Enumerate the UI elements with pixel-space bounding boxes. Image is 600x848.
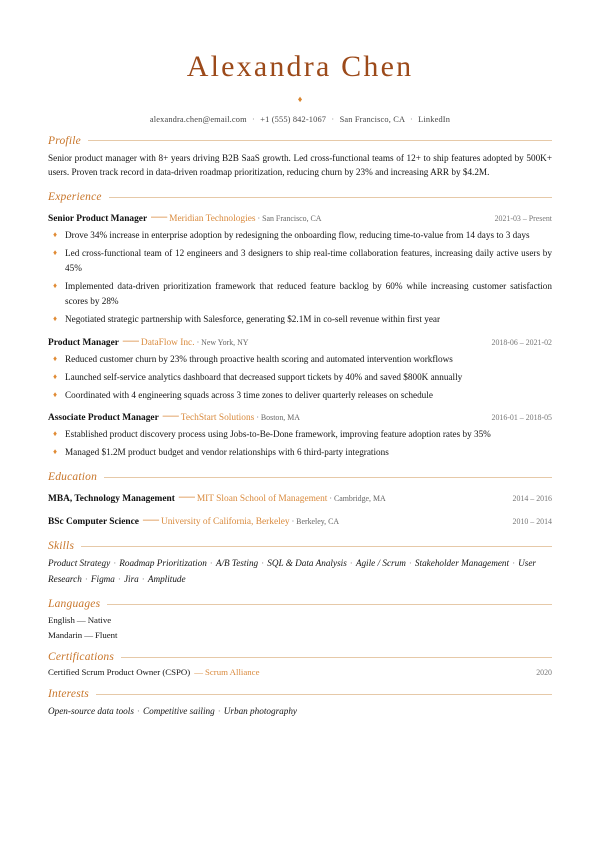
- diamond-ornament-icon: ♦: [297, 93, 303, 104]
- section-header-languages: [48, 598, 552, 610]
- certification-year: 2020: [536, 668, 552, 678]
- job-location: · Boston, MA: [256, 413, 300, 423]
- education-entry-header: [48, 488, 552, 506]
- interest-item: Urban photography: [223, 706, 298, 717]
- language-dash: —: [76, 615, 86, 626]
- school-location: · Berkeley, CA: [291, 517, 340, 527]
- section-rule: [104, 477, 552, 478]
- section-title-certifications: Certifications: [48, 651, 115, 664]
- skill-separator-icon: ·: [261, 558, 265, 569]
- contact-separator-icon: ·: [252, 114, 255, 124]
- certification-issuer: Scrum Alliance: [205, 667, 260, 678]
- bullet-text: Established product discovery process using Jobs-to-Be-Done framework, improving feature adoption rates by 35%: [65, 429, 491, 440]
- skill-separator-icon: ·: [209, 558, 213, 569]
- profile-summary-text: Senior product manager with 8+ years driving B2B SaaS growth. Led cross-functional teams of 12+ to ship features adopted by 500K+ users. Proven track record in data-driven roadmap prioritization, reducing churn by 23% and increasing ARR by $4.2M.: [48, 152, 552, 178]
- experience-entry: [48, 208, 552, 326]
- skills-list: [48, 556, 552, 587]
- section-certifications: [48, 651, 552, 677]
- section-rule: [109, 197, 552, 198]
- list-item: [48, 312, 552, 327]
- section-title-interests: Interests: [48, 688, 89, 701]
- list-item: [48, 246, 552, 276]
- section-title-profile: Profile: [48, 134, 81, 147]
- skill-separator-icon: ·: [349, 558, 353, 569]
- section-title-skills: Skills: [48, 540, 75, 553]
- experience-bullet-list: [48, 352, 552, 403]
- skill-item: SQL & Data Analysis: [267, 558, 347, 569]
- school-location: · Cambridge, MA: [329, 494, 386, 504]
- language-name: English: [48, 615, 75, 626]
- list-item: [48, 427, 552, 442]
- section-header-skills: [48, 540, 552, 552]
- list-item: [48, 228, 552, 243]
- education-entry-title-group: [48, 488, 501, 506]
- job-location: · San Francisco, CA: [257, 214, 322, 224]
- bullet-text: Reduced customer churn by 23% through proactive health scoring and automated intervention workflows: [65, 353, 453, 364]
- contact-linkedin-link[interactable]: LinkedIn: [418, 114, 451, 124]
- section-title-languages: Languages: [48, 598, 101, 611]
- section-header-interests: [48, 688, 552, 700]
- diamond-bullet-icon: ♦: [53, 429, 58, 439]
- education-dates: 2010 – 2014: [512, 517, 552, 527]
- interest-item: Open-source data tools: [48, 706, 134, 717]
- section-rule: [107, 604, 552, 605]
- contact-line: [48, 115, 552, 124]
- education-entry: [48, 511, 552, 529]
- language-name: Mandarin: [48, 630, 83, 641]
- section-rule: [96, 694, 552, 695]
- skill-separator-icon: ·: [113, 558, 117, 569]
- resume-header: [48, 50, 552, 124]
- education-entry: [48, 488, 552, 506]
- skill-separator-icon: ·: [84, 573, 88, 584]
- experience-entry-header: [48, 332, 552, 350]
- skill-item: Amplitude: [147, 573, 186, 584]
- skill-item: Product Strategy: [48, 558, 111, 569]
- experience-entry-title-group: [48, 407, 480, 425]
- bullet-text: Coordinated with 4 engineering squads across 3 time zones to deliver quarterly releases on schedule: [65, 389, 433, 400]
- language-level: Native: [87, 615, 112, 626]
- role-org-dash: —: [151, 208, 168, 226]
- bullet-text: Drove 34% increase in enterprise adoption by redesigning the onboarding flow, reducing time-to-value from 14 days to 3 days: [65, 230, 530, 241]
- diamond-bullet-icon: ♦: [53, 353, 58, 363]
- role-org-dash: —: [122, 331, 139, 349]
- experience-entry: [48, 332, 552, 403]
- bullet-text: Managed $1.2M product budget and vendor relationships with 6 third-party integrations: [65, 447, 389, 458]
- experience-entry-header: [48, 407, 552, 425]
- job-organization: Meridian Technologies: [169, 214, 256, 225]
- bullet-text: Negotiated strategic partnership with Salesforce, generating $2.1M in co-sell revenue within first year: [65, 313, 441, 324]
- education-entry-title-group: [48, 511, 501, 529]
- list-item: [48, 388, 552, 403]
- role-org-dash: —: [162, 407, 179, 425]
- experience-bullet-list: [48, 427, 552, 460]
- diamond-bullet-icon: ♦: [53, 447, 58, 457]
- language-dash: —: [84, 630, 93, 641]
- diamond-bullet-icon: ♦: [53, 389, 58, 399]
- section-title-experience: Experience: [48, 191, 102, 204]
- school-name: University of California, Berkeley: [160, 517, 290, 528]
- job-dates: 2016-01 – 2018-05: [491, 413, 552, 423]
- section-title-education: Education: [48, 471, 98, 484]
- education-dates: 2014 – 2016: [512, 494, 552, 504]
- skill-separator-icon: ·: [141, 573, 145, 584]
- skill-separator-icon: ·: [512, 558, 516, 569]
- degree-name: BSc Computer Science: [48, 517, 139, 528]
- interest-separator-icon: ·: [136, 706, 140, 717]
- skill-item: Agile / Scrum: [355, 558, 406, 569]
- diamond-bullet-icon: ♦: [53, 313, 58, 323]
- diamond-bullet-icon: ♦: [53, 371, 58, 381]
- section-languages: [48, 598, 552, 640]
- section-profile: [48, 135, 552, 181]
- list-item: [48, 445, 552, 460]
- contact-separator-icon: ·: [331, 114, 335, 124]
- interest-separator-icon: ·: [217, 706, 221, 717]
- language-row: [48, 615, 552, 625]
- section-header-education: [48, 471, 552, 483]
- section-header-experience: [48, 191, 552, 203]
- candidate-name: Alexandra Chen: [186, 50, 414, 83]
- certification-dash: —: [194, 667, 203, 678]
- section-rule: [81, 546, 552, 547]
- section-skills: [48, 540, 552, 587]
- job-organization: DataFlow Inc.: [140, 337, 195, 348]
- skill-separator-icon: ·: [408, 558, 412, 569]
- experience-bullet-list: [48, 228, 552, 326]
- school-name: MIT Sloan School of Management: [196, 494, 328, 505]
- contact-phone[interactable]: +1 (555) 842-1067: [260, 114, 327, 124]
- section-experience: [48, 191, 552, 460]
- skill-item: Roadmap Prioritization: [119, 558, 207, 569]
- certification-name: Certified Scrum Product Owner (CSPO): [48, 667, 191, 678]
- list-item: [48, 279, 552, 309]
- interests-list: [48, 704, 552, 719]
- skill-item: User Research: [48, 558, 537, 584]
- section-header-certifications: [48, 651, 552, 663]
- experience-entry-title-group: [48, 332, 480, 350]
- contact-location: San Francisco, CA: [339, 114, 405, 124]
- certification-title-group: [48, 667, 524, 677]
- skill-separator-icon: ·: [117, 573, 121, 584]
- job-location: · New York, NY: [196, 337, 249, 347]
- job-role: Senior Product Manager: [48, 214, 148, 225]
- bullet-text: Led cross-functional team of 12 engineers and 3 designers to ship real-time collaboration features, increasing daily active users by 45%: [65, 248, 552, 274]
- interest-item: Competitive sailing: [142, 706, 215, 717]
- diamond-bullet-icon: ♦: [53, 230, 58, 240]
- contact-email[interactable]: alexandra.chen@email.com: [149, 114, 247, 124]
- skill-item: Figma: [90, 573, 115, 584]
- diamond-bullet-icon: ♦: [53, 248, 58, 258]
- section-interests: [48, 688, 552, 719]
- degree-name: MBA, Technology Management: [48, 494, 175, 505]
- skill-item: Stakeholder Management: [414, 558, 510, 569]
- degree-school-dash: —: [142, 511, 159, 529]
- experience-entry-title-group: [48, 208, 483, 226]
- skill-item: Jira: [123, 573, 139, 584]
- section-education: [48, 471, 552, 529]
- experience-entry: [48, 407, 552, 460]
- bullet-text: Launched self-service analytics dashboard that decreased support tickets by 40% and saved $800K annually: [65, 371, 463, 382]
- education-entry-header: [48, 511, 552, 529]
- section-rule: [88, 140, 552, 141]
- list-item: [48, 370, 552, 385]
- job-dates: 2021-03 – Present: [494, 214, 552, 224]
- language-level: Fluent: [95, 630, 118, 641]
- section-rule: [121, 657, 552, 658]
- diamond-bullet-icon: ♦: [53, 281, 58, 291]
- job-organization: TechStart Solutions: [180, 413, 255, 424]
- contact-separator-icon: ·: [409, 114, 413, 124]
- job-role: Associate Product Manager: [48, 413, 159, 424]
- experience-entry-header: [48, 208, 552, 226]
- skill-item: A/B Testing: [215, 558, 259, 569]
- job-dates: 2018-06 – 2021-02: [491, 337, 552, 347]
- degree-school-dash: —: [178, 488, 195, 506]
- list-item: [48, 352, 552, 367]
- section-header-profile: [48, 135, 552, 147]
- bullet-text: Implemented data-driven prioritization framework that reduced feature backlog by 60% while increasing customer satisfaction scores by 28%: [65, 281, 552, 306]
- job-role: Product Manager: [48, 337, 119, 348]
- language-row: [48, 630, 552, 640]
- certification-row: [48, 667, 552, 677]
